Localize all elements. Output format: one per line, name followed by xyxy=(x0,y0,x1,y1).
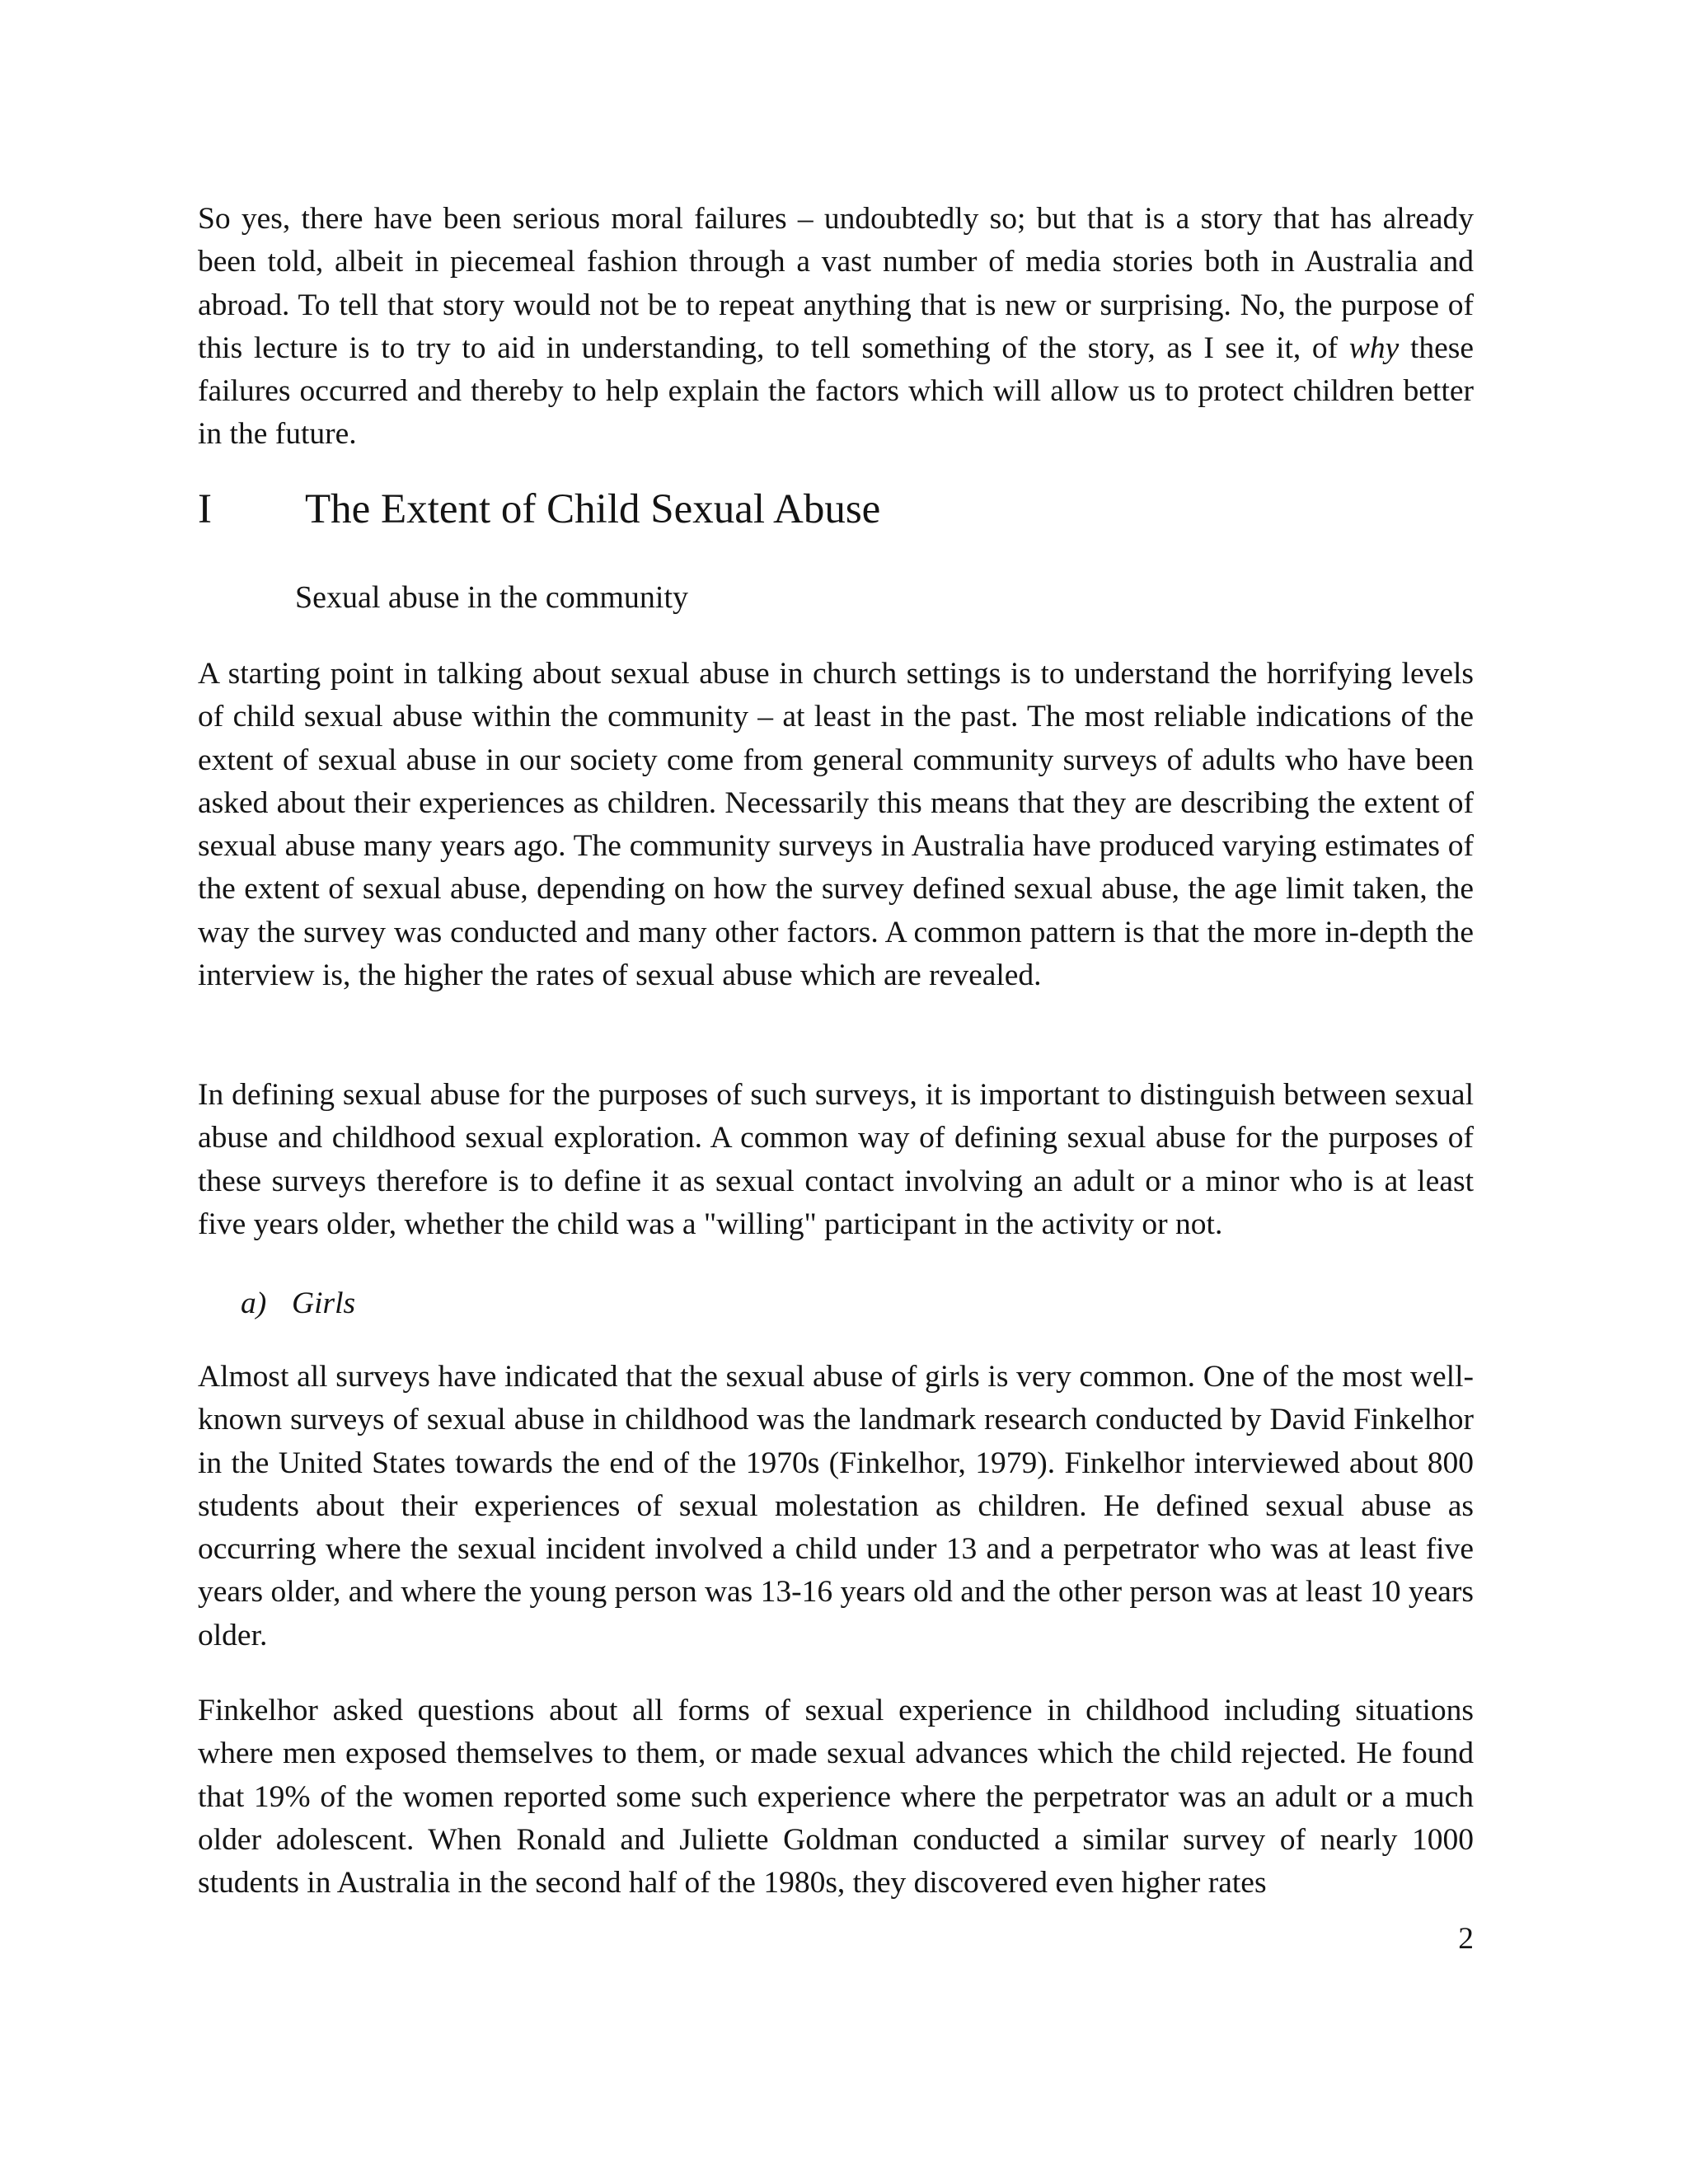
paragraph-finkelhor-survey: Almost all surveys have indicated that the sexual abuse of girls is very common. One of the most well-known surveys of sexual abuse in childhood was the landmark research conducted by David Finkelhor in the United States towards the end of the 1970s (Finkelhor, 1979). Finkelhor interviewed about 800 students about their experiences of sexual molestation as children. He defined sexual abuse as occurring where the sexual incident involved a child under 13 and a perpetrator who was at least five years older, and where the young person was 13-16 years old and the other person was at least 10 years older. xyxy=(198,1360,1475,1652)
intro-text-start: So yes, there have been serious moral failures – undoubtedly so; but that is a story that has already been told, albeit in piecemeal fashion through a vast number of media stories both in Australia and abroad. To tell that story would not be to repeat anything that is new or surprising. No, the purpose of this lecture is to try to aid in understanding, to tell something of the story, as I see it, of xyxy=(198,202,1474,365)
paragraph-defining-abuse: In defining sexual abuse for the purposes of such surveys, it is important to distinguish between sexual abuse and childhood sexual exploration. A common way of defining sexual abuse for the purposes of these surveys therefore is to define it as sexual contact involving an adult or a minor who is at least five years older, whether the child was a "willing" participant in the activity or not. xyxy=(198,1078,1474,1241)
section-title: The Extent of Child Sexual Abuse xyxy=(305,486,881,532)
intro-paragraph xyxy=(198,198,1474,457)
subsubsection-title: Girls xyxy=(292,1286,356,1320)
paragraph-finkelhor-findings: Finkelhor asked questions about all forms of sexual experience in childhood including situations where men exposed themselves to them, or made sexual advances which the child rejected. He found that 19% of the women reported some such experience where the perpetrator was an adult or a much older adolescent. When Ronald and Juliette Goldman conducted a similar survey of nearly 1000 students in Australia in the second half of the 1980s, they discovered even higher rates xyxy=(198,1694,1474,1900)
section-number: I xyxy=(198,486,212,532)
section-heading xyxy=(198,485,880,534)
intro-italic-word: why xyxy=(1348,330,1400,365)
subsubsection-heading xyxy=(241,1283,355,1324)
subsection-heading: Sexual abuse in the community xyxy=(295,580,689,615)
page-number: 2 xyxy=(1458,1922,1474,1956)
intro-text-end: these failures occurred and thereby to help explain the factors which will allow us to protect children better in the future. xyxy=(198,330,1474,452)
subsubsection-marker: a) xyxy=(241,1286,267,1320)
paragraph-community-surveys: A starting point in talking about sexual abuse in church settings is to understand the horrifying levels of child sexual abuse within the community – at least in the past. The most reliable indications of the extent of sexual abuse in our society come from general community surveys of adults who have been asked about their experiences as children. Necessarily this means that they are describing the extent of sexual abuse many years ago. The community surveys in Australia have produced varying estimates of the extent of sexual abuse, depending on how the survey defined sexual abuse, the age limit taken, the way the survey was conducted and many other factors. A common pattern is that the more in-depth the interview is, the higher the rates of sexual abuse which are revealed. xyxy=(198,657,1474,993)
